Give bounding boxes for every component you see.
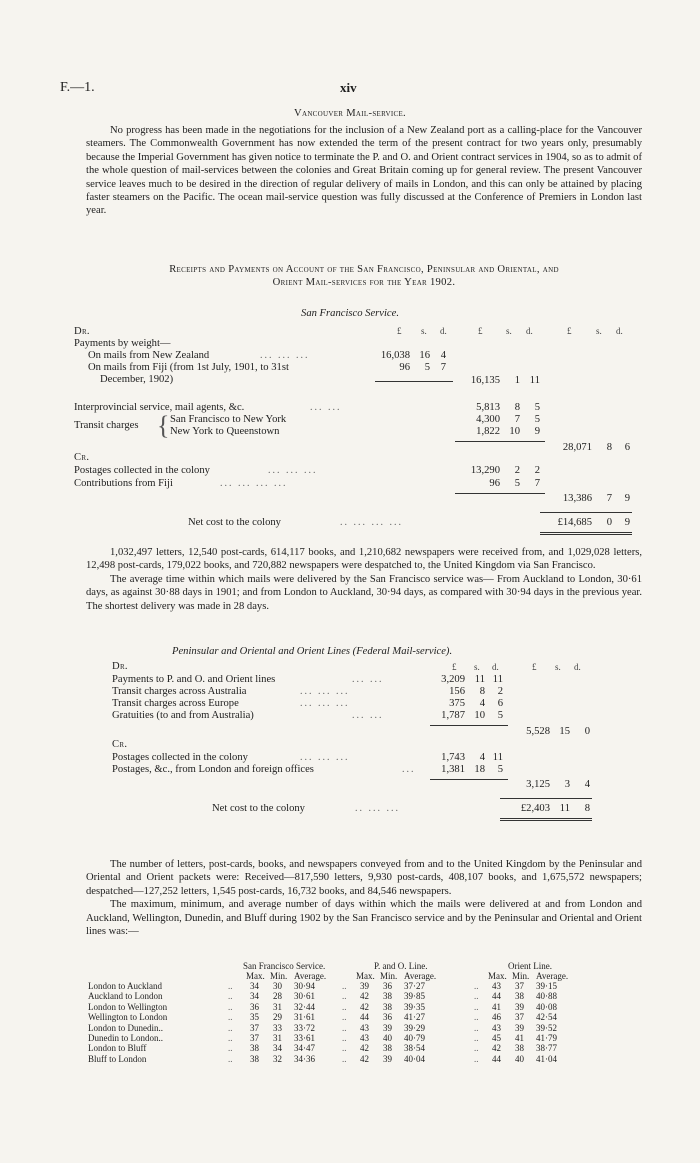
days-cell: 30·94 xyxy=(294,981,315,991)
sub-header: Average. xyxy=(536,971,569,981)
days-cell: 36 xyxy=(383,1012,392,1023)
sub-header: Min. xyxy=(270,971,288,981)
sf-service-subtitle: San Francisco Service. xyxy=(301,308,399,319)
brace: { xyxy=(157,411,170,440)
amount-pounds: 16,135 xyxy=(470,375,500,386)
subtotal-rule xyxy=(430,779,508,780)
col-header: s. xyxy=(596,326,602,336)
days-cell: 41·79 xyxy=(536,1033,557,1043)
leader-dots: ... ... ... xyxy=(260,350,310,361)
total-rule xyxy=(540,512,632,513)
receipts-title: Receipts and Payments on Account of the San Francisco, Peninsular and Oriental, and Orient Mail-services for the Year 1902. xyxy=(169,264,559,289)
interprovincial-label: Interprovincial service, mail agents, &c. xyxy=(74,402,245,413)
days-cell: 38 xyxy=(383,1043,392,1054)
group-header-po: P. and O. Line. xyxy=(374,961,428,971)
days-cell: 39·85 xyxy=(404,991,425,1002)
amount-shillings: 8 xyxy=(514,402,520,413)
amount-pounds: 156 xyxy=(449,686,465,697)
col-header: s. xyxy=(421,326,427,336)
leader-dots: ... ... xyxy=(310,402,342,413)
sub-header: Max. xyxy=(246,971,265,981)
route-label: Auckland to London xyxy=(88,991,163,1002)
amount-shillings: 8 xyxy=(479,686,485,697)
nz-mails-label: On mails from New Zealand xyxy=(88,350,210,361)
transit-sf-ny-label: San Francisco to New York xyxy=(170,414,287,425)
amount-shillings: 2 xyxy=(514,465,520,476)
leader-dots: .. ... ... ... xyxy=(340,517,403,528)
sf-delivery-times: The average time within which mails were delivered by the San Francisco service was— From Auckland to London, 30·61 days, as against 30·88 days in 1901; and from London to Auckland, 30·94 days, as compared with 30·94 days in the previous year. The shortest delivery was made in 28 days. xyxy=(86,573,642,612)
po-cr-row-label: Postages, &c., from London and foreign offices xyxy=(112,764,314,775)
days-cell: 38 xyxy=(250,1053,259,1064)
amount-pence: 5 xyxy=(534,402,540,413)
leader-dots: .. xyxy=(342,1053,347,1064)
leader-dots: .. xyxy=(228,1001,233,1012)
days-cell: 36 xyxy=(383,981,392,991)
amount-pounds: 1,381 xyxy=(441,764,465,775)
vancouver-paragraph: No progress has been made in the negotiations for the inclusion of a New Zealand port as a calling-place for the Vancouver steamers. The Commonwealth Government has now extended the term of the present contract for two years only, presumably because the Imperial Government has given notice to terminate the P. and O. and Orient contract services in 1904, so as to admit of the whole question of mail-services between the colonies and Great Britain coming up for general review. The present Vancouver service leaves much to be desired in the direction of regular delivery of mails in London, and this can only be attained by placing faster steamers on the Pacific. The ocean mail-service question was fully discussed at the Conference of Premiers in London last year. xyxy=(86,125,643,217)
leader-dots: .. xyxy=(228,1012,233,1023)
days-cell: 41 xyxy=(515,1033,524,1043)
amount-pence: 8 xyxy=(584,803,590,814)
days-cell: 41 xyxy=(492,1001,501,1012)
amount-pounds: 13,290 xyxy=(470,465,500,476)
leader-dots: .. xyxy=(342,1001,347,1012)
col-header: £ xyxy=(532,662,537,672)
days-cell: 34 xyxy=(273,1043,282,1054)
col-header: d. xyxy=(440,326,447,336)
po-cr-row-label: Postages collected in the colony xyxy=(112,752,248,763)
days-cell: 44 xyxy=(492,991,501,1002)
days-cell: 40·88 xyxy=(536,991,557,1002)
days-cell: 38 xyxy=(515,991,524,1002)
days-cell: 38·77 xyxy=(536,1043,557,1054)
po-row-label: Gratuities (to and from Australia) xyxy=(112,710,254,721)
leader-dots: ... ... ... xyxy=(300,698,350,709)
route-label: London to Auckland xyxy=(88,981,162,991)
days-cell: 32·44 xyxy=(294,1001,315,1012)
amount-shillings: 4 xyxy=(479,752,485,763)
days-cell: 40·04 xyxy=(404,1053,425,1064)
amount-pounds: 375 xyxy=(449,698,465,709)
postages-label: Postages collected in the colony xyxy=(74,465,210,476)
leader-dots: .. xyxy=(228,1022,233,1033)
leader-dots: .. xyxy=(342,981,347,991)
fiji-mails-label-cont: December, 1902) xyxy=(100,374,174,385)
days-cell: 34 xyxy=(250,981,259,991)
leader-dots: .. xyxy=(342,1012,347,1023)
days-cell: 33·72 xyxy=(294,1022,315,1033)
sf-paragraphs xyxy=(86,546,642,613)
amount-pence: 9 xyxy=(534,426,540,437)
subtotal-rule xyxy=(430,725,508,726)
amount-shillings: 7 xyxy=(606,493,612,504)
amount-pence: 9 xyxy=(624,517,630,528)
leader-dots: .. xyxy=(474,981,479,991)
amount-pounds: 4,300 xyxy=(476,414,500,425)
col-header: £ xyxy=(567,326,572,336)
po-row-label: Transit charges across Australia xyxy=(112,686,247,697)
po-cr-label: Cr. xyxy=(112,739,128,750)
subtotal-rule xyxy=(455,441,545,442)
col-header: £ xyxy=(397,326,402,336)
amount-shillings: 1 xyxy=(514,375,520,386)
days-cell: 37·27 xyxy=(404,981,425,991)
days-cell: 42·54 xyxy=(536,1012,557,1023)
days-cell: 43 xyxy=(492,981,501,991)
amount-pence: 11 xyxy=(492,674,503,685)
days-cell: 37 xyxy=(515,1012,524,1023)
days-cell: 42 xyxy=(360,1043,369,1054)
days-cell: 40·79 xyxy=(404,1033,425,1043)
leader-dots: ... ... xyxy=(352,710,384,721)
days-cell: 38 xyxy=(383,1001,392,1012)
amount-pounds: 3,125 xyxy=(526,779,550,790)
col-header: d. xyxy=(492,662,499,672)
amount-pence: 6 xyxy=(624,442,630,453)
amount-shillings: 5 xyxy=(424,362,430,373)
days-cell: 29 xyxy=(273,1012,282,1023)
days-cell: 38·54 xyxy=(404,1043,425,1054)
amount-shillings: 3 xyxy=(564,779,570,790)
days-cell: 30 xyxy=(273,981,282,991)
total-rule xyxy=(500,798,592,799)
po-paragraphs xyxy=(86,858,642,938)
amount-pence: 4 xyxy=(584,779,590,790)
double-rule xyxy=(540,532,632,533)
po-mail-counts: The number of letters, post-cards, books, and newspapers conveyed from and to the United Kingdom by the Peninsular and Oriental and Orient packets were: Received—817,590 letters, 9,930 post-cards, 408,107 books, and 1,675,572 newspapers; despatched—127,252 letters, 1,545 post-cards, 16,732 books, and 84,546 newspapers. xyxy=(86,859,642,897)
amount-shillings: 8 xyxy=(606,442,612,453)
route-label: London to Dunedin.. xyxy=(88,1022,163,1033)
days-cell: 37 xyxy=(250,1033,259,1043)
days-cell: 43 xyxy=(360,1033,369,1043)
days-cell: 39·35 xyxy=(404,1001,425,1012)
col-header: s. xyxy=(474,662,480,672)
leader-dots: .. xyxy=(228,991,233,1002)
days-cell: 38 xyxy=(383,991,392,1002)
sub-header: Average. xyxy=(404,971,437,981)
days-cell: 37 xyxy=(515,981,524,991)
days-cell: 32 xyxy=(273,1053,282,1064)
days-cell: 41·27 xyxy=(404,1012,425,1023)
sf-mail-counts: 1,032,497 letters, 12,540 post-cards, 614,117 books, and 1,210,682 newspapers were received from, and 1,029,028 letters, 12,498 post-cards, 179,022 books, and 720,882 newspapers were despatched to, the United Kingdom via San Francisco. xyxy=(86,547,642,572)
col-header: d. xyxy=(526,326,533,336)
leader-dots: .. xyxy=(474,1001,479,1012)
leader-dots: .. xyxy=(474,1012,479,1023)
route-label: Wellington to London xyxy=(88,1012,168,1023)
days-cell: 45 xyxy=(492,1033,501,1043)
route-label: London to Bluff xyxy=(88,1043,147,1054)
leader-dots: ... ... ... xyxy=(268,465,318,476)
amount-shillings: 5 xyxy=(514,478,520,489)
subtotal-rule xyxy=(455,493,545,494)
leader-dots: .. xyxy=(228,1053,233,1064)
page-number: xiv xyxy=(340,80,357,95)
fiji-contributions-label: Contributions from Fiji xyxy=(74,478,173,489)
days-cell: 35 xyxy=(250,1012,259,1023)
leader-dots: .. ... ... xyxy=(355,803,400,814)
amount-pounds: 5,813 xyxy=(476,402,500,413)
group-header-sf: San Francisco Service. xyxy=(243,961,326,971)
days-cell: 31 xyxy=(273,1033,282,1043)
sub-header: Min. xyxy=(512,971,530,981)
days-cell: 39 xyxy=(515,1022,524,1033)
days-cell: 34·47 xyxy=(294,1043,315,1054)
leader-dots: .. xyxy=(474,991,479,1002)
days-cell: 42 xyxy=(360,1001,369,1012)
amount-pounds: 1,787 xyxy=(441,710,465,721)
amount-pence: 4 xyxy=(440,350,446,361)
sub-header: Min. xyxy=(380,971,398,981)
double-rule xyxy=(540,534,632,535)
sf-dr-label: Dr. xyxy=(74,326,90,337)
col-header: s. xyxy=(555,662,561,672)
leader-dots: .. xyxy=(228,1033,233,1043)
sf-net-cost-label: Net cost to the colony xyxy=(188,517,281,528)
days-cell: 41·04 xyxy=(536,1053,557,1064)
po-row-label: Payments to P. and O. and Orient lines xyxy=(112,674,276,685)
route-label: London to Wellington xyxy=(88,1001,168,1012)
amount-pence: 7 xyxy=(534,478,540,489)
leader-dots: .. xyxy=(228,981,233,991)
days-cell: 31·61 xyxy=(294,1012,315,1023)
amount-pence: 2 xyxy=(534,465,540,476)
leader-dots: .. xyxy=(474,1022,479,1033)
subtotal-rule xyxy=(375,381,453,382)
amount-shillings: 10 xyxy=(509,426,520,437)
amount-shillings: 11 xyxy=(559,803,570,814)
amount-pence: 11 xyxy=(529,375,540,386)
po-service-subtitle: Peninsular and Oriental and Orient Lines (Federal Mail-service). xyxy=(172,646,453,657)
days-cell: 36 xyxy=(250,1001,259,1012)
po-dr-label: Dr. xyxy=(112,661,128,672)
amount-shillings: 7 xyxy=(514,414,520,425)
leader-dots: .. xyxy=(474,1053,479,1064)
days-cell: 43 xyxy=(360,1022,369,1033)
leader-dots: .. xyxy=(474,1033,479,1043)
amount-pounds: 5,528 xyxy=(526,726,550,737)
fiji-mails-label: On mails from Fiji (from 1st July, 1901, to 31st xyxy=(88,362,289,373)
days-cell: 40 xyxy=(515,1053,524,1064)
amount-pence: 5 xyxy=(497,710,503,721)
amount-pounds: 1,743 xyxy=(441,752,465,763)
route-label: Dunedin to London.. xyxy=(88,1033,163,1043)
leader-dots: ... ... ... xyxy=(300,686,350,697)
payments-by-weight-label: Payments by weight— xyxy=(74,338,171,349)
amount-pence: 7 xyxy=(440,362,446,373)
po-net-cost-label: Net cost to the colony xyxy=(212,803,305,814)
amount-pounds: 13,386 xyxy=(562,493,592,504)
days-cell: 39 xyxy=(360,981,369,991)
transit-charges-label: Transit charges xyxy=(74,420,139,431)
leader-dots: .. xyxy=(342,991,347,1002)
amount-pounds: 1,822 xyxy=(476,426,500,437)
leader-dots: ... ... ... ... xyxy=(220,478,288,489)
amount-pounds: £14,685 xyxy=(557,517,592,528)
days-cell: 42 xyxy=(360,991,369,1002)
days-cell: 42 xyxy=(360,1053,369,1064)
days-cell: 34 xyxy=(250,991,259,1002)
po-delivery-intro: The maximum, minimum, and average number of days within which the mails were delivered at and from London and Auckland, Wellington, Dunedin, and Bluff during 1902 by the San Francisco service and by the Peninsular and Oriental and Orient lines was:— xyxy=(86,899,642,938)
amount-pence: 5 xyxy=(534,414,540,425)
amount-pounds: 96 xyxy=(489,478,500,489)
amount-pence: 0 xyxy=(584,726,590,737)
days-cell: 33·61 xyxy=(294,1033,315,1043)
amount-shillings: 10 xyxy=(474,710,485,721)
amount-pence: 2 xyxy=(497,686,503,697)
amount-shillings: 11 xyxy=(474,674,485,685)
days-cell: 40 xyxy=(383,1033,392,1043)
amount-pounds: 3,209 xyxy=(441,674,465,685)
days-cell: 34·36 xyxy=(294,1053,315,1064)
amount-shillings: 0 xyxy=(606,517,612,528)
amount-shillings: 15 xyxy=(559,726,570,737)
col-header: £ xyxy=(478,326,483,336)
route-label: Bluff to London xyxy=(88,1053,147,1064)
days-cell: 39·15 xyxy=(536,981,557,991)
leader-dots: .. xyxy=(342,1022,347,1033)
transit-ny-q-label: New York to Queenstown xyxy=(170,426,280,437)
amount-pounds: 96 xyxy=(399,362,410,373)
days-cell: 39 xyxy=(383,1053,392,1064)
leader-dots: .. xyxy=(474,1043,479,1054)
vancouver-title: Vancouver Mail-service. xyxy=(294,108,406,119)
amount-shillings: 16 xyxy=(419,350,430,361)
double-rule xyxy=(500,818,592,819)
days-cell: 39 xyxy=(383,1022,392,1033)
group-header-orient: Orient Line. xyxy=(508,961,552,971)
days-cell: 30·61 xyxy=(294,991,315,1002)
amount-pounds: 28,071 xyxy=(562,442,592,453)
days-cell: 39 xyxy=(515,1001,524,1012)
amount-pence: 5 xyxy=(497,764,503,775)
leader-dots: .. xyxy=(342,1043,347,1054)
days-cell: 46 xyxy=(492,1012,501,1023)
amount-pence: 11 xyxy=(492,752,503,763)
leader-dots: ... ... xyxy=(352,674,384,685)
sub-header: Average. xyxy=(294,971,327,981)
amount-pence: 9 xyxy=(624,493,630,504)
days-cell: 39·52 xyxy=(536,1022,557,1033)
amount-pounds: £2,403 xyxy=(520,803,550,814)
days-cell: 40·08 xyxy=(536,1001,557,1012)
col-header: s. xyxy=(506,326,512,336)
leader-dots: .. xyxy=(342,1033,347,1043)
days-cell: 37 xyxy=(250,1022,259,1033)
leader-dots: ... xyxy=(402,764,416,775)
col-header: d. xyxy=(574,662,581,672)
col-header: d. xyxy=(616,326,623,336)
days-cell: 43 xyxy=(492,1022,501,1033)
col-header: £ xyxy=(452,662,457,672)
sub-header: Max. xyxy=(356,971,375,981)
days-cell: 28 xyxy=(273,991,282,1002)
days-cell: 44 xyxy=(492,1053,501,1064)
days-cell: 39·29 xyxy=(404,1022,425,1033)
amount-pence: 6 xyxy=(497,698,503,709)
po-row-label: Transit charges across Europe xyxy=(112,698,239,709)
double-rule xyxy=(500,820,592,821)
amount-shillings: 18 xyxy=(474,764,485,775)
amount-shillings: 4 xyxy=(479,698,485,709)
leader-dots: .. xyxy=(228,1043,233,1054)
days-cell: 38 xyxy=(250,1043,259,1054)
amount-pounds: 16,038 xyxy=(380,350,410,361)
days-cell: 31 xyxy=(273,1001,282,1012)
page-reference: F.—1. xyxy=(60,80,95,95)
days-cell: 42 xyxy=(492,1043,501,1054)
days-cell: 33 xyxy=(273,1022,282,1033)
sf-cr-label: Cr. xyxy=(74,452,90,463)
days-cell: 38 xyxy=(515,1043,524,1054)
leader-dots: ... ... ... xyxy=(300,752,350,763)
sub-header: Max. xyxy=(488,971,507,981)
days-cell: 44 xyxy=(360,1012,369,1023)
